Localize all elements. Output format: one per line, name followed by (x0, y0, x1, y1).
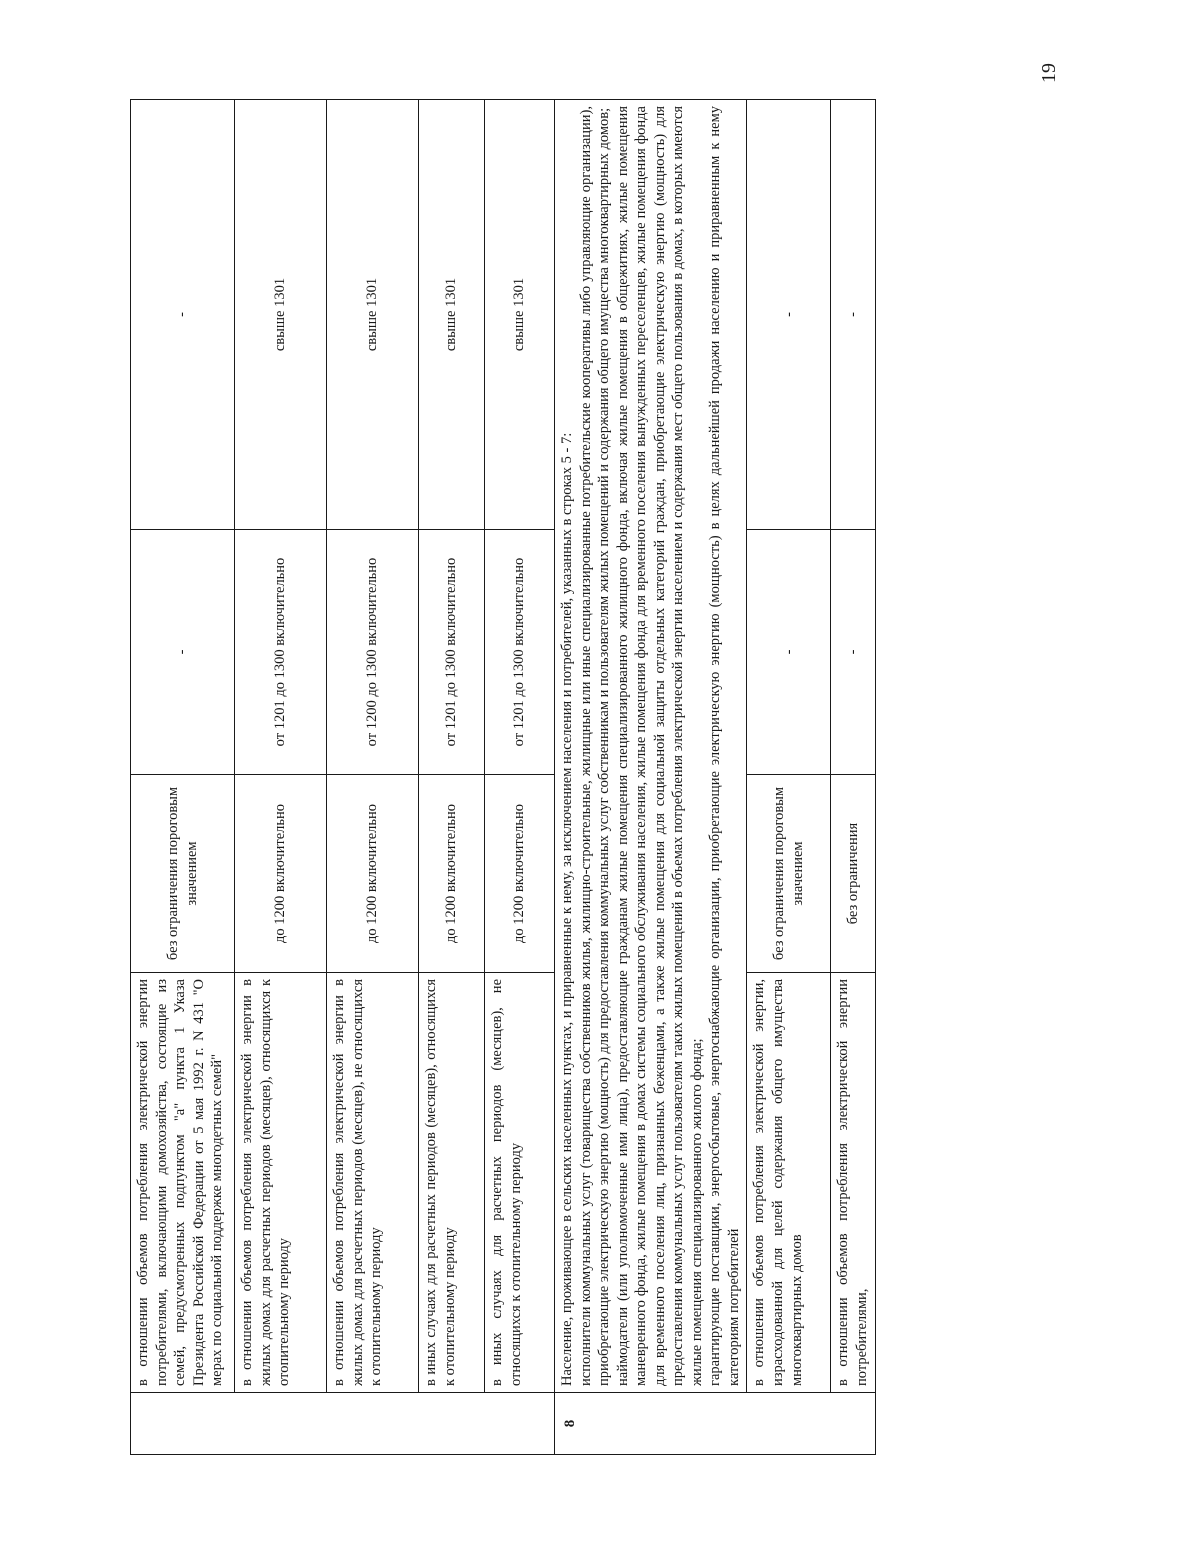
row-8-description (555, 100, 747, 1393)
row-8-paragraph-3: гарантирующие поставщики, энергосбытовые, энергоснабжающие организации, приобретающие электрическую энергию (мощность) в целях дальнейшей продажи населению и приравненным к нему категориям потребителей (707, 106, 742, 1386)
row-description: в отношении объемов потребления электрической энергии в жилых домах для расчетных периодов (месяцев), относящихся к отопительному периоду (235, 973, 327, 1393)
table-row (235, 100, 327, 1455)
range-1: без ограничения пороговым значением (747, 775, 831, 973)
range-2: - (131, 530, 235, 775)
tariff-table (130, 99, 876, 1455)
range-1: без ограничения (831, 775, 875, 973)
range-3: свыше 1301 (419, 100, 485, 530)
row-description: в отношении объемов потребления электрической энергии потребителями, включающими домохозяйства, состоящие из семей, предусмотренных подпунктом "а" пункта 1 Указа Президента Российской Федерации от 5 мая 1992 г. N 431 "О мерах по социальной поддержке многодетных семей" (131, 973, 235, 1393)
table-row-8-header (555, 100, 747, 1455)
table-row (831, 100, 875, 1455)
row-description: в иных случаях для расчетных периодов (месяцев), не относящихся к отопительному периоду (485, 973, 555, 1393)
range-1: до 1200 включительно (485, 775, 555, 973)
row-number: 8 (555, 1393, 876, 1455)
range-1: до 1200 включительно (235, 775, 327, 973)
row-8-paragraph-2: наймодатели (или уполномоченные ими лица), предоставляющие гражданам жилые помещения специализированного жилищного фонда, включая жилые помещения в общежитиях, жилые помещения маневренного фонда, жилые помещения в домах системы социального обслуживания населения, жилые помещения фонда для временного поселения вынужденных переселенцев, жилые помещения фонда для временного поселения лиц, признанных беженцами, а также жилые помещения для социальной защиты отдельных категорий граждан, приобретающие электрическую энергию (мощность) для предоставления коммунальных услуг пользователям таких жилых помещений в объемах потребления электрической энергии населением и содержания мест общего пользования в домах, в которых имеются жилые помещения специализированного жилого фонда; (614, 106, 705, 1386)
page-number: 19 (1038, 63, 1060, 83)
row-8-intro: Население, проживающее в сельских населенных пунктах, и приравненные к нему, за исключением населения и потребителей, указанных в строках 5 - 7: (559, 432, 575, 1386)
range-3: - (747, 100, 831, 530)
table-row (327, 100, 419, 1455)
row-8-paragraph-1: исполнители коммунальных услуг (товарищества собственников жилья, жилищно-строительные, жилищные или иные специализированные потребительские кооперативы либо управляющие организации), приобретающие электрическую энергию (мощность) для предоставления коммунальных услуг собственникам и пользователям жилых помещений и содержания общего имущества многоквартирных домов; (577, 106, 613, 1386)
row-description: в отношении объемов потребления электрической энергии потребителями, (831, 973, 875, 1393)
range-3: - (831, 100, 875, 530)
range-3: - (131, 100, 235, 530)
row-description: в отношении объемов потребления электрической энергии, израсходованной для целей содержания общего имущества многоквартирных домов (747, 973, 831, 1393)
range-3: свыше 1301 (235, 100, 327, 530)
table-row (747, 100, 831, 1455)
range-1: до 1200 включительно (327, 775, 419, 973)
range-2: - (831, 530, 875, 775)
range-3: свыше 1301 (485, 100, 555, 530)
row-description: в отношении объемов потребления электрической энергии в жилых домах для расчетных периодов (месяцев), не относящихся к отопительному периоду (327, 973, 419, 1393)
tariff-table-sheet (130, 100, 871, 1455)
range-3: свыше 1301 (327, 100, 419, 530)
table-row (419, 100, 485, 1455)
range-2: от 1200 до 1300 включительно (327, 530, 419, 775)
range-1: до 1200 включительно (419, 775, 485, 973)
row-number-empty (131, 1393, 555, 1455)
range-2: - (747, 530, 831, 775)
range-2: от 1201 до 1300 включительно (419, 530, 485, 775)
range-2: от 1201 до 1300 включительно (235, 530, 327, 775)
range-2: от 1201 до 1300 включительно (485, 530, 555, 775)
row-description: в иных случаях для расчетных периодов (месяцев), относящихся к отопительному периоду (419, 973, 485, 1393)
range-1: без ограничения пороговым значением (131, 775, 235, 973)
table-row (485, 100, 555, 1455)
table-row (131, 100, 235, 1455)
